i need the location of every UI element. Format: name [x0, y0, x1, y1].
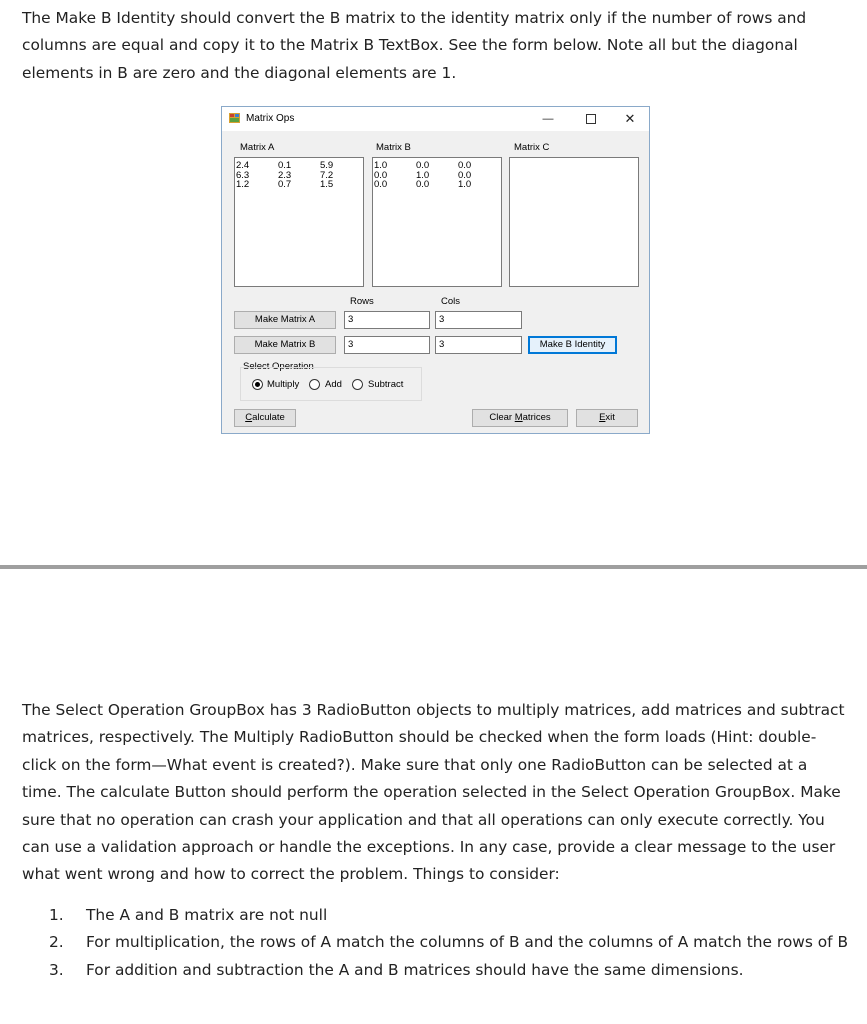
matrix-a-textbox[interactable] — [234, 157, 364, 287]
close-button[interactable]: ✕ — [624, 111, 636, 126]
matrix-b-rows-input[interactable]: 3 — [344, 336, 430, 354]
title-bar — [222, 107, 649, 131]
list-number: 3. — [49, 960, 64, 979]
list-number: 2. — [49, 933, 64, 952]
matrix-cell: 2.3 — [278, 169, 292, 181]
matrix-cell: 1.0 — [458, 179, 472, 190]
exit-button[interactable] — [576, 409, 638, 427]
intro-paragraph: The Make B Identity should convert the B matrix to the identity matrix only if the number of rows and columns are equal and copy it to the Matrix B TextBox. See the form below. Note all but the diagonal elements in B are zero and the diagonal elements are 1. — [22, 9, 807, 82]
clear-matrices-button[interactable] — [472, 409, 568, 427]
rows-label: Rows — [350, 296, 374, 307]
maximize-button[interactable] — [577, 110, 605, 128]
cols-label: Cols — [441, 296, 461, 307]
matrix-cell: 5.9 — [320, 160, 334, 171]
list-number: 1. — [49, 906, 64, 924]
make-matrix-b-button[interactable]: Make Matrix B — [234, 336, 336, 354]
list-item — [49, 902, 849, 929]
multiply-radio-label[interactable]: Multiply — [267, 379, 300, 390]
subtract-radio-label[interactable]: Subtract — [368, 379, 404, 390]
exit-button-label: Exit — [599, 412, 615, 423]
matrix-b-label: Matrix B — [376, 142, 411, 153]
list-text: For multiplication, the rows of A match the columns of B and the columns of A match the rows of B — [86, 933, 849, 952]
matrix-a-rows-input[interactable]: 3 — [344, 311, 430, 329]
calculate-button[interactable] — [234, 409, 296, 427]
make-matrix-a-button[interactable]: Make Matrix A — [234, 311, 336, 329]
multiply-radio[interactable] — [252, 379, 263, 390]
matrix-cell: 2.4 — [236, 160, 250, 171]
app-icon — [229, 113, 240, 123]
add-radio-label[interactable]: Add — [325, 379, 342, 390]
matrix-cell: 1.0 — [416, 169, 430, 181]
subtract-radio[interactable] — [352, 379, 363, 390]
page-separator — [0, 565, 867, 569]
make-b-identity-button[interactable]: Make B Identity — [528, 336, 617, 354]
matrix-c-label: Matrix C — [514, 142, 550, 153]
matrix-cell: 0.0 — [416, 179, 430, 190]
select-operation-label: Select Operation — [243, 361, 314, 372]
matrix-cell: 0.0 — [416, 160, 430, 171]
matrix-cell: 0.0 — [458, 160, 472, 171]
calculate-button-label: Calculate — [245, 412, 285, 423]
matrix-cell: 0.0 — [374, 179, 388, 190]
matrix-cell: 1.5 — [320, 179, 334, 190]
matrix-cell: 0.1 — [278, 160, 292, 171]
minimize-button[interactable]: — — [542, 113, 554, 125]
matrix-cell: 0.0 — [374, 169, 388, 181]
maximize-icon — [586, 114, 596, 124]
matrix-b-cols-input[interactable]: 3 — [435, 336, 522, 354]
matrix-ops-window — [221, 106, 650, 434]
add-radio[interactable] — [309, 379, 320, 390]
matrix-cell: 1.2 — [236, 179, 250, 190]
matrix-c-textbox[interactable] — [509, 157, 639, 287]
considerations-list — [49, 902, 849, 984]
matrix-cell: 0.7 — [278, 179, 292, 190]
window-title: Matrix Ops — [246, 113, 295, 124]
matrix-cell: 0.0 — [458, 169, 472, 181]
matrix-cell: 1.0 — [374, 160, 388, 171]
requirements-paragraph: The Select Operation GroupBox has 3 RadioButton objects to multiply matrices, add matrices and subtract matrices, respectively. The Multiply RadioButton should be checked when the form loads (Hint: double-click on the form—What event is created?). Make sure that only one RadioButton can be selected at a time. The calculate Button should perform the operation selected in the Select Operation GroupBox. Make sure that no operation can crash your application and that all operations can only execute correctly. You can use a validation approach or handle the exceptions. In any case, provide a clear message to the user what went wrong and how to correct the problem. Things to consider: — [22, 701, 845, 884]
matrix-cell: 6.3 — [236, 169, 250, 181]
matrix-a-label: Matrix A — [240, 142, 275, 153]
matrix-a-cols-input[interactable]: 3 — [435, 311, 522, 329]
clear-matrices-button-label: Clear Matrices — [489, 412, 551, 423]
matrix-cell: 7.2 — [320, 169, 334, 181]
matrix-b-textbox[interactable] — [372, 157, 502, 287]
list-text: The A and B matrix are not null — [86, 906, 328, 924]
radio-selected-dot — [255, 382, 260, 387]
list-item — [49, 929, 849, 956]
list-text: For addition and subtraction the A and B matrices should have the same dimensions. — [86, 960, 744, 979]
list-item — [49, 957, 849, 984]
